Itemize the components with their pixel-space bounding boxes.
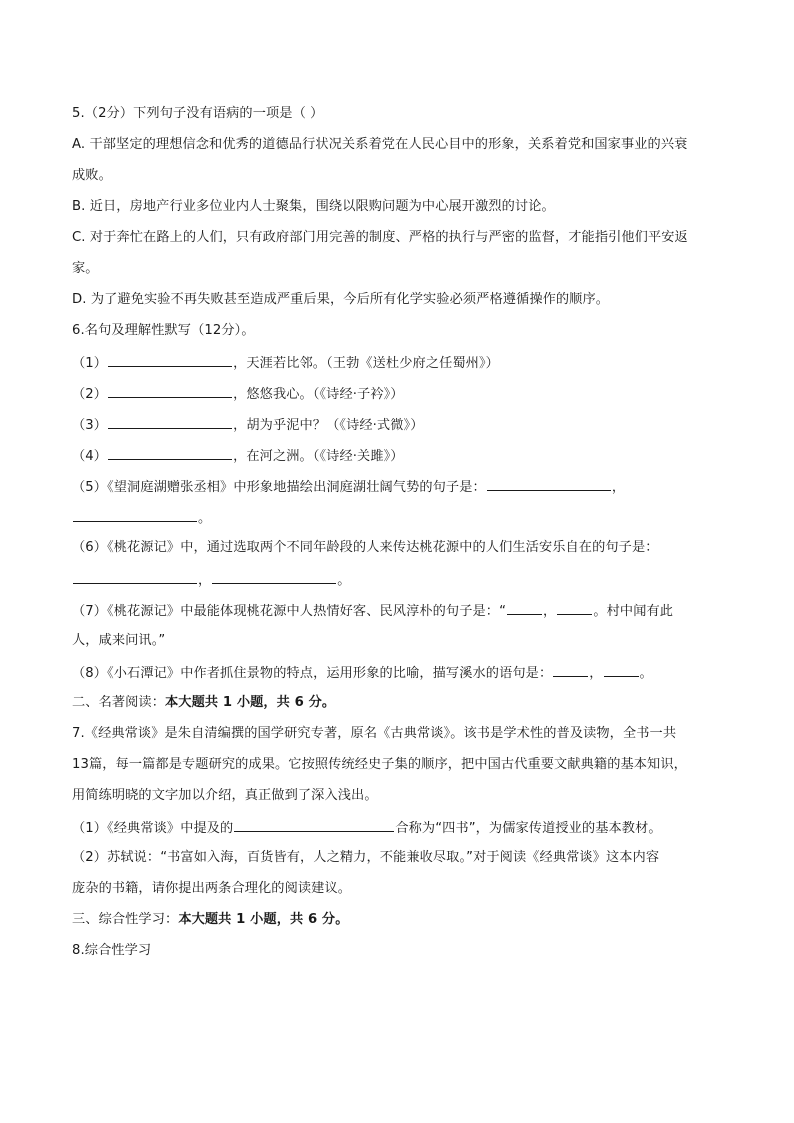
- fill-blank[interactable]: [108, 446, 232, 460]
- comma: ，: [611, 480, 626, 495]
- item-text: ，胡为乎泥中？（《诗经·式微》）: [233, 418, 424, 433]
- q6-item-7-cont: 人，咸来问讯。”: [72, 633, 166, 648]
- item-text: 。村中闻有此: [593, 604, 674, 619]
- q5-option-c: C. 对于奔忙在路上的人们，只有政府部门用完善的制度、严格的执行与严密的监督，才能指引他们平安返: [72, 230, 688, 245]
- q5-option-d: D. 为了避免实验不再失败甚至造成严重后果，今后所有化学实验必须严格遵循操作的顺序。: [72, 292, 610, 307]
- fill-blank[interactable]: [73, 508, 197, 522]
- q6-item-4: [72, 446, 404, 466]
- fill-blank[interactable]: [73, 570, 197, 584]
- q5-option-c-cont: 家。: [72, 261, 99, 276]
- q6-item-6-cont: [72, 570, 351, 590]
- fill-blank[interactable]: [487, 477, 611, 491]
- section-title: 本大题共 1 小题，共 6 分。: [165, 695, 336, 710]
- section-number: 二、名著阅读：: [72, 695, 166, 710]
- item-text: 合称为“四书”，为儒家传道授业的基本教材。: [395, 821, 662, 836]
- q7-subquestion-2: （2）苏轼说：“书富如入海，百货皆有，人之精力，不能兼收尽取。”对于阅读《经典常谈》这本内容: [72, 850, 660, 865]
- period: 。: [337, 573, 351, 588]
- item-number: （1）: [72, 356, 108, 371]
- q6-item-8: [72, 663, 653, 683]
- q8-stem: 8.综合性学习: [72, 943, 152, 958]
- fill-blank[interactable]: [212, 570, 336, 584]
- q6-item-2: [72, 384, 404, 404]
- section-2-heading: [72, 694, 335, 712]
- comma: ，: [589, 666, 603, 681]
- q7-paragraph-line-3: 用简练明晓的文字加以介绍，真正做到了深入浅出。: [72, 788, 378, 803]
- q5-option-b: B. 近日，房地产行业多位业内人士聚集，围绕以限购问题为中心展开激烈的讨论。: [72, 199, 555, 214]
- item-number: （3）: [72, 418, 108, 433]
- fill-blank[interactable]: [108, 415, 232, 429]
- section-3-heading: [72, 911, 349, 929]
- section-title: 本大题共 1 小题，共 6 分。: [178, 912, 349, 927]
- item-text: ，在河之洲。（《诗经·关雎》）: [233, 449, 404, 464]
- q6-item-7: [72, 601, 673, 621]
- fill-blank[interactable]: [108, 353, 232, 367]
- item-text: ，天涯若比邻。（王勃《送杜少府之任蜀州》）: [233, 356, 499, 371]
- item-text: （1）《经典常谈》中提及的: [72, 821, 234, 836]
- item-number: （2）: [72, 387, 108, 402]
- q7-paragraph-line-2: 13篇，每一篇都是专题研究的成果。它按照传统经史子集的顺序，把中国古代重要文献典籍的基本知识，: [72, 757, 687, 772]
- comma: ，: [198, 573, 212, 588]
- fill-blank[interactable]: [557, 601, 592, 615]
- fill-blank[interactable]: [507, 601, 542, 615]
- comma: ，: [543, 604, 557, 619]
- fill-blank[interactable]: [604, 663, 639, 677]
- q6-item-3: [72, 415, 423, 435]
- item-text: （5）《望洞庭湖赠张丞相》中形象地描绘出洞庭湖壮阔气势的句子是：: [72, 480, 486, 495]
- period: 。: [198, 511, 212, 526]
- q6-stem: 6.名句及理解性默写（12分）。: [72, 323, 255, 338]
- q6-item-1: [72, 353, 499, 373]
- q7-paragraph-line-1: 7.《经典常谈》是朱自清编撰的国学研究专著，原名《古典常谈》。该书是学术性的普及读物，全书一共: [72, 726, 677, 741]
- q7-subquestion-2-cont: 庞杂的书籍，请你提出两条合理化的阅读建议。: [72, 881, 352, 896]
- item-number: （4）: [72, 449, 108, 464]
- q5-stem: 5.（2分）下列句子没有语病的一项是（ ）: [72, 106, 324, 121]
- fill-blank[interactable]: [553, 663, 588, 677]
- section-number: 三、综合性学习：: [72, 912, 179, 927]
- q7-subquestion-1: [72, 818, 662, 838]
- period: 。: [639, 666, 653, 681]
- q5-option-a: A. 干部坚定的理想信念和优秀的道德品行状况关系着党在人民心目中的形象，关系着党和国家事业的兴衰: [72, 137, 688, 152]
- q6-item-5-cont: [72, 508, 211, 528]
- fill-blank[interactable]: [108, 384, 232, 398]
- item-text: ，悠悠我心。（《诗经·子衿》）: [233, 387, 404, 402]
- q6-item-5: [72, 477, 625, 497]
- item-text: （7）《桃花源记》中最能体现桃花源中人热情好客、民风淳朴的句子是：“: [72, 604, 507, 619]
- item-text: （8）《小石潭记》中作者抓住景物的特点，运用形象的比喻，描写溪水的语句是：: [72, 666, 553, 681]
- q5-option-a-cont: 成败。: [72, 168, 112, 183]
- fill-blank[interactable]: [234, 818, 394, 832]
- q6-item-6: （6）《桃花源记》中，通过选取两个不同年龄段的人来传达桃花源中的人们生活安乐自在的句子是：: [72, 540, 659, 555]
